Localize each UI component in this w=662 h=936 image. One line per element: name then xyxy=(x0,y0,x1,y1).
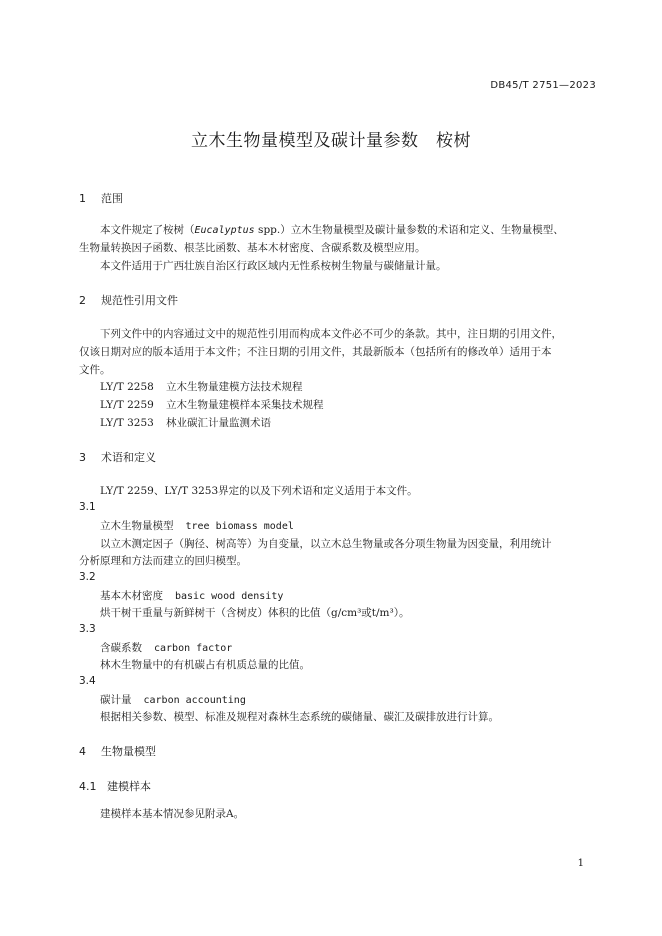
term-en: basic wood density xyxy=(175,591,284,602)
term-en: tree biomass model xyxy=(185,521,294,532)
term-en: carbon factor xyxy=(154,643,233,654)
section-number: 4 xyxy=(79,745,86,758)
term-zh: 基本木材密度 xyxy=(100,590,163,602)
subsection-4-1-heading xyxy=(79,778,151,794)
page-title: 立木生物量模型及碳计量参数 桉树 xyxy=(191,131,471,151)
document-number: DB45/T 2751—2023 xyxy=(490,80,596,91)
terms-intro: LY/T 2259、LY/T 3253界定的以及下列术语和定义适用于本文件。 xyxy=(100,485,418,497)
references-paragraph-line-1: 下列文件中的内容通过文中的规范性引用而构成本文件必不可少的条款。其中，注日期的引用文件， xyxy=(100,328,562,340)
scope-paragraph-line-2: 生物量转换因子函数、根茎比函数、基本木材密度、含碳系数及模型应用。 xyxy=(79,242,426,254)
section-number: 2 xyxy=(79,294,86,307)
reference-item xyxy=(100,379,303,394)
text-run: 本文件规定了桉树（ xyxy=(100,224,195,236)
term-definition-line-1: 烘干树干重量与新鲜树干（含树皮）体积的比值（g/cm³或t/m³）。 xyxy=(100,607,410,619)
term-definition-line-1: 林木生物量中的有机碳占有机质总量的比值。 xyxy=(100,659,310,671)
reference-item xyxy=(100,415,271,430)
term-zh: 含碳系数 xyxy=(100,642,142,654)
term-definition-line-1: 根据相关参数、模型、标准及规程对森林生态系统的碳储量、碳汇及碳排放进行计算。 xyxy=(100,711,499,723)
term-number: 3.3 xyxy=(79,623,96,635)
references-paragraph-line-2: 仅该日期对应的版本适用于本文件；不注日期的引用文件，其最新版本（包括所有的修改单）适用于本 xyxy=(79,346,552,358)
reference-item xyxy=(100,397,324,412)
term-definition-line-1: 以立木测定因子（胸径、树高等）为自变量，以立木总生物量或各分项生物量为因变量，利用统计 xyxy=(100,538,552,550)
term-definition-line-2: 分析原理和方法而建立的回归模型。 xyxy=(79,555,247,567)
term-heading xyxy=(100,640,232,655)
reference-title: 立木生物量建模方法技术规程 xyxy=(166,381,303,393)
term-heading xyxy=(100,518,294,533)
section-title: 生物量模型 xyxy=(101,745,156,758)
term-en: carbon accounting xyxy=(143,695,246,706)
term-zh: 立木生物量模型 xyxy=(100,520,174,532)
scope-paragraph-line-1 xyxy=(100,222,564,237)
section-title: 范围 xyxy=(101,192,123,205)
section-4-heading xyxy=(79,743,156,759)
term-number: 3.1 xyxy=(79,501,96,513)
section-3-heading xyxy=(79,449,156,465)
section-number: 3 xyxy=(79,451,86,464)
modeling-sample-paragraph: 建模样本基本情况参见附录A。 xyxy=(100,808,245,820)
term-heading xyxy=(100,588,283,603)
reference-code: LY/T 2258 xyxy=(100,381,154,393)
section-1-heading xyxy=(79,190,123,206)
section-number: 1 xyxy=(79,192,86,205)
page-number: 1 xyxy=(577,858,584,869)
references-paragraph-line-3: 文件。 xyxy=(79,364,111,376)
reference-code: LY/T 3253 xyxy=(100,417,154,429)
reference-code: LY/T 2259 xyxy=(100,399,154,411)
text-run: spp.）立木生物量模型及碳计量参数的术语和定义、生物量模型、 xyxy=(254,224,564,236)
term-number: 3.4 xyxy=(79,675,96,687)
reference-title: 立木生物量建模样本采集技术规程 xyxy=(166,399,324,411)
term-zh: 碳计量 xyxy=(100,694,132,706)
subsection-number: 4.1 xyxy=(79,780,97,793)
subsection-title: 建模样本 xyxy=(107,780,151,793)
section-2-heading xyxy=(79,292,178,308)
term-heading xyxy=(100,692,246,707)
section-title: 规范性引用文件 xyxy=(101,294,178,307)
reference-title: 林业碳汇计量监测术语 xyxy=(166,417,271,429)
species-name-italic: Eucalyptus xyxy=(194,225,255,236)
term-number: 3.2 xyxy=(79,571,96,583)
scope-applicability-paragraph: 本文件适用于广西壮族自治区行政区域内无性系桉树生物量与碳储量计量。 xyxy=(100,260,447,272)
section-title: 术语和定义 xyxy=(101,451,156,464)
